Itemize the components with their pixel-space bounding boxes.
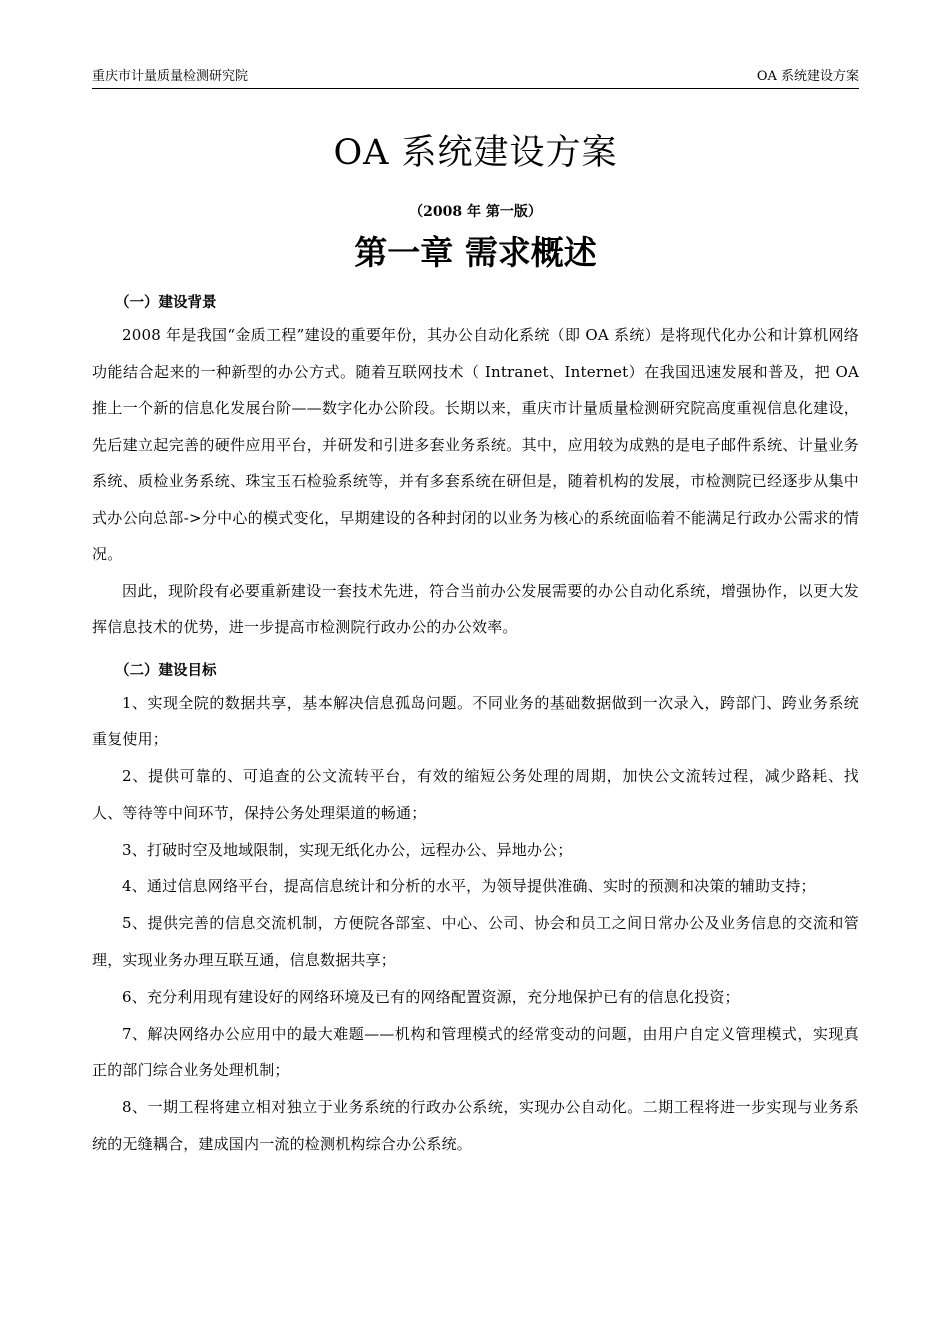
- paragraph: 因此，现阶段有必要重新建设一套技术先进，符合当前办公发展需要的办公自动化系统，增强协作，以更大发挥信息技术的优势，进一步提高市检测院行政办公的办公效率。: [92, 581, 859, 636]
- section-goals: [92, 660, 859, 1163]
- goal-item: 7、解决网络办公应用中的最大难题——机构和管理模式的经常变动的问题，由用户自定义管理模式，实现真正的部门综合业务处理机制；: [92, 1024, 859, 1080]
- goal-item: 2、提供可靠的、可追查的公文流转平台，有效的缩短公务处理的周期，加快公文流转过程，减少路耗、找人、等待等中间环节，保持公务处理渠道的畅通；: [92, 767, 859, 822]
- section-heading: （二）建设目标: [115, 661, 217, 679]
- goal-item: 5、提供完善的信息交流机制，方便院各部室、中心、公司、协会和员工之间日常办公及业务信息的交流和管理，实现业务办理互联互通，信息数据共享；: [92, 914, 859, 970]
- page-header: [92, 68, 859, 89]
- paragraph: 2008 年是我国“金质工程”建设的重要年份，其办公自动化系统（即 OA 系统）是将现代化办公和计算机网络功能结合起来的一种新型的办公方式。随着互联网技术（ Intranet、Internet）在我国迅速发展和普及，把 OA 推上一个新的信息化发展台阶——数字化办公阶段。长期以来，重庆市计量质量检测研究院高度重视信息化建设，先后建立起完善的硬件应用平台，并研发和引进多套业务系统。其中，应用较为成熟的是电子邮件系统、计量业务系统、质检业务系统、珠宝玉石检验系统等，并有多套系统在研但是，随着机构的发展，市检测院已经逐步从集中式办公向总部->分中心的模式变化，早期建设的各种封闭的以业务为核心的系统面临着不能满足行政办公需求的情况。: [92, 326, 859, 563]
- document-body: [92, 128, 859, 1163]
- document-title: OA 系统建设方案: [333, 133, 618, 173]
- section-background: [92, 292, 859, 646]
- chapter-title: 第一章 需求概述: [354, 233, 597, 272]
- goal-item: 6、充分利用现有建设好的网络环境及已有的网络配置资源，充分地保护已有的信息化投资；: [122, 987, 740, 1006]
- goal-item: 8、一期工程将建立相对独立于业务系统的行政办公系统，实现办公自动化。二期工程将进一步实现与业务系统的无缝耦合，建成国内一流的检测机构综合办公系统。: [92, 1098, 859, 1154]
- goal-item: 4、通过信息网络平台，提高信息统计和分析的水平，为领导提供准确、实时的预测和决策的辅助支持；: [122, 877, 816, 896]
- goal-item: 3、打破时空及地域限制，实现无纸化办公，远程办公、异地办公；: [122, 840, 573, 859]
- document-edition: （2008 年 第一版）: [409, 204, 542, 220]
- header-document-name: OA 系统建设方案: [756, 69, 859, 84]
- header-organization: 重庆市计量质量检测研究院: [92, 69, 249, 84]
- goal-item: 1、实现全院的数据共享，基本解决信息孤岛问题。不同业务的基础数据做到一次录入，跨部门、跨业务系统重复使用；: [92, 693, 859, 749]
- section-heading: （一）建设背景: [115, 294, 217, 311]
